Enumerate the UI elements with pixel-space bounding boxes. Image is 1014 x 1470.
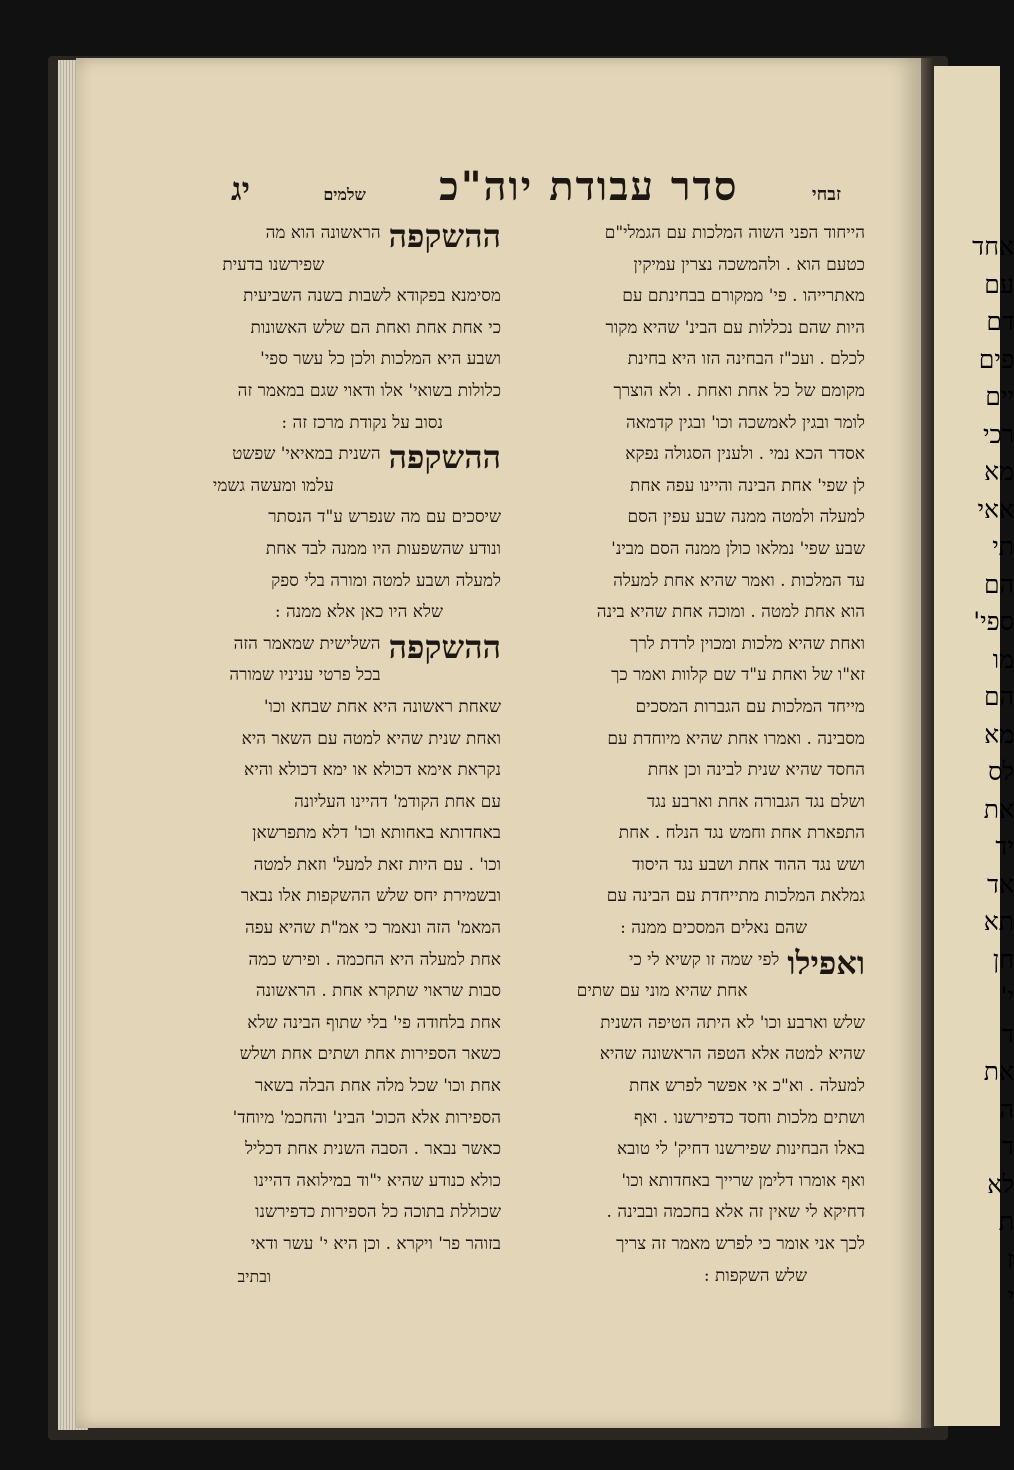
text-line: היות שהם נכללות עם הבינ' שהיא מקור <box>605 317 865 338</box>
heading-hashkafa-2 <box>166 439 501 502</box>
fragment-line: מו <box>992 644 1014 674</box>
text-line: ואף אומרו דלימן שרייך באחדותא וכו' <box>621 1170 865 1191</box>
text-line: כשאר הספירות אחת ושתים אחת ושלש <box>239 1044 501 1065</box>
fragment-line: חן <box>992 944 1014 974</box>
fragment-line: עם <box>984 269 1014 299</box>
fragment-line: י' <box>1000 982 1014 1011</box>
text-line: אחת בלחודה פי' בלי שתוף הבינה שלא <box>247 1012 501 1033</box>
fragment-line: ת <box>998 1207 1014 1236</box>
text-line: ונודע שהשפעות היו ממנה לבד אחת <box>265 538 501 559</box>
text-line: למעלה ושבע למטה ומורה בלי ספק <box>271 570 501 591</box>
text-line: כי אחת אחת ואחת הם שלש האשונות <box>250 317 501 338</box>
text-line: מאתרייהו . פי' ממקורם בבחינתם עם <box>622 286 865 307</box>
right-column-lines-after <box>545 1008 865 1292</box>
header-sub: שלמים <box>323 185 366 204</box>
text-line: שבע שפי' נמלאו כולן ממנה הסם מבינ' <box>611 538 865 559</box>
text-line: גמלאת המלכות מתייחדת עם הבינה עם <box>606 886 865 907</box>
fragment-line: את <box>983 1057 1014 1086</box>
text-line: אחת למעלה היא החכמה . ופירש כמה <box>248 949 501 970</box>
text-line: שהם נאלים המסכים ממנה : <box>620 918 807 939</box>
fragment-line: אחד <box>972 232 1014 261</box>
text-line: באלו הבחינות שפירשנו דחיק' לי טובא <box>616 1139 865 1160</box>
text-line: עם אחת הקודמ' דהיינו העליונה <box>294 791 501 812</box>
text-line: המאמ' הזה ונאמר כי אמ"ת שהיא עפה <box>244 918 501 939</box>
text-line: ובשמירת יחס שלש ההשקפות אלו נבאר <box>240 886 501 907</box>
heading-side <box>166 218 381 281</box>
text-line: שלא היו כאן אלא ממנה : <box>274 602 443 623</box>
heading-hashkafa-1 <box>166 218 501 281</box>
text-line: מייחד המלכות עם הגברות המסכים <box>635 696 865 717</box>
text-line: נקראת אימא דכולא או ימא דכולא והיא <box>244 760 501 781</box>
text-line: עלמו ומעשה גשמי <box>212 475 334 496</box>
text-line: מסבינה . ואמרו אחת שהיא מיוחדת עם <box>607 728 865 749</box>
text-line: שפירשנו בדעית <box>222 254 325 275</box>
next-page-text <box>934 66 1014 1316</box>
text-line: החסד שהיא שנית לבינה וכן אחת <box>647 760 865 781</box>
text-line: לכלם . ועכ"ז הבחינה הזו היא בחינת <box>627 349 865 370</box>
text-line: שהיא למטה אלא הטפה הראשונה שהיא <box>599 1044 865 1065</box>
right-column-lines <box>545 218 865 945</box>
left-column-lines-3 <box>166 692 501 1261</box>
next-page-fragment <box>934 66 1014 1426</box>
text-line: שאחת ראשונה היא אחת שבחא וכו' <box>263 696 501 717</box>
text-line: אסדר הכא נמי . ולענין הסגולה נפקא <box>625 444 865 465</box>
left-column-lines-2 <box>166 502 501 628</box>
fragment-line: ספי' <box>973 607 1014 636</box>
page <box>76 58 921 1428</box>
text-line: הייחוד הפני השוה המלכות עם הגמלי"ם <box>604 223 865 243</box>
heading-hashkafa-3 <box>166 629 501 692</box>
fragment-line: לס <box>988 757 1014 786</box>
fragment-line: יד <box>995 832 1014 861</box>
text-line: באחדותא באחותא וכו' דלא מתפרשאן <box>252 823 501 844</box>
text-line: וכו' . עם היות זאת למעל' וזאת למטה <box>253 854 501 875</box>
text-line: זא"ו של ואחת ע"ד שם קלוות ואמר כך <box>611 665 865 686</box>
fragment-line: הם <box>984 569 1014 599</box>
fragment-line: מא <box>984 457 1014 486</box>
text-line: בכל פרטי עניניו שמורה <box>229 665 381 686</box>
text-line: השלישית שמאמר הזה <box>233 633 381 654</box>
text-line: הספירות אלא הכוכ' הבינ' והחכמ' מיוחד' <box>232 1107 501 1128</box>
text-line: שכוללת בתוכה כל הספירות כדפירשנו <box>255 1202 501 1223</box>
text-line: אחת שהיא מוני עם שתים <box>576 981 748 1002</box>
text-line: שלש וארבע וכו' לא היתה הטיפה השנית <box>600 1012 865 1033</box>
fragment-line: אד <box>986 869 1014 899</box>
text-line: התפארת אחת וחמש נגד הנלח . אחת <box>618 823 865 844</box>
fragment-line: ה <box>999 1094 1014 1124</box>
header-section: זבחי <box>811 184 841 205</box>
fragment-line: דם <box>986 307 1014 336</box>
text-line: למעלה . וא"כ אי אפשר לפרש אחת <box>629 1076 865 1097</box>
text-line: נסוב על נקודת מרכז זה : <box>281 412 443 433</box>
header-title: סדר עבודת יוה"כ <box>439 163 739 210</box>
text-line: למעלה ולמטה ממנה שבע עפין הסם <box>627 507 865 528</box>
text-line: מקומם של כל אחת ואחת . ולא הוצרך <box>613 380 865 401</box>
heading-side <box>166 629 381 692</box>
heading-side <box>166 439 381 502</box>
text-line: ושלם נגד הגבורה אחת וארבע נגד <box>646 791 865 812</box>
fragment-line: רכי <box>982 419 1014 449</box>
text-line: כאשר נבאר . הסבה השנית אחת דכליל <box>244 1139 501 1160</box>
heading-word: ההשקפה <box>388 217 501 255</box>
text-line: כלולות בשואי' אלו ודאוי שגם במאמר זה <box>237 380 501 401</box>
fragment-line: לא <box>987 1169 1014 1199</box>
text-line: מסימנא בפקודא לשבות בשנה השביעית <box>243 286 501 307</box>
text-line: ואחת שהיא מלכות ומכוין לרדת לרך <box>630 633 865 654</box>
fragment-line: יים <box>985 382 1014 411</box>
text-line: שיסכים עם מה שנפרש ע"ד הנסתר <box>268 507 501 528</box>
text-line: כולא כנודע שהיא י"וד במילואה דהיינו <box>254 1170 501 1191</box>
text-line: לומר ובגין לאמשכה וכו' ובגין קדמאה <box>625 412 865 433</box>
text-line: סבות שראוי שתקרא אחת . הראשונה <box>255 981 501 1002</box>
fragment-line: ד <box>1001 1132 1014 1161</box>
text-line: ושבע היא המלכות ולכן כל עשר ספי' <box>260 349 501 370</box>
heading-ve-afilu <box>545 945 865 1008</box>
fragment-line: אאי <box>977 494 1014 524</box>
text-line: הוא אחת למטה . ומוכה אחת שהיא בינה <box>596 602 865 623</box>
heading-word: ההשקפה <box>388 627 501 666</box>
text-line: אחת וכו' שכל מלה אחת הבלה בשאר <box>255 1076 501 1097</box>
left-column-lines-1 <box>166 281 501 439</box>
fragment-line: פים <box>978 344 1014 374</box>
page-number: יג <box>231 170 250 208</box>
text-line: ואחת שנית שהיא למטה עם השאר היא <box>241 728 501 749</box>
right-column <box>545 218 865 1292</box>
heading-word: ואפילו <box>787 943 865 982</box>
text-line: ושתים מלכות וחסד כדפירשנו . ואף <box>633 1107 865 1128</box>
text-line: לן שפי' אחת הבינה והיינו עפה אחת <box>629 475 865 496</box>
text-line: עד המלכות . ואמר שהיא אחת למעלה <box>613 570 865 591</box>
fragment-line: י <box>1007 1282 1014 1311</box>
text-line: בזוהר פר' ויקרא . וכן היא י' עשר ודאי <box>250 1234 501 1254</box>
text-line: שלש השקפות : <box>703 1265 807 1286</box>
text-line: לכך אני אומר כי לפרש מאמר זה צריך <box>616 1234 865 1254</box>
text-line: ושש נגד ההוד אחת ושבע נגד היסוד <box>632 854 865 875</box>
left-column <box>166 218 501 1292</box>
fragment-line: ז <box>1007 1244 1014 1274</box>
text-line: כטעם הוא . ולהמשכה נצרין עמיקין <box>633 254 865 275</box>
text-line: לפי שמה זו קשיא לי כי <box>629 949 780 970</box>
fragment-line: את <box>983 794 1014 824</box>
heading-word: ההשקפה <box>388 438 501 477</box>
fragment-line: תא <box>983 907 1014 936</box>
text-line: דחיקא לי שאין זה אלא בחכמה ובבינה . <box>606 1202 865 1223</box>
heading-side <box>545 945 779 1008</box>
fragment-line: תי <box>992 532 1014 561</box>
fragment-line: מא <box>984 719 1014 749</box>
text-line: הראשונה הוא מה <box>265 223 381 243</box>
fragment-line: ד <box>1001 1019 1014 1049</box>
fragment-line: הם <box>984 682 1014 711</box>
text-line: השנית במאיאי' שפשט <box>232 444 381 465</box>
catchword: ובתיב <box>237 1266 271 1286</box>
running-header <box>231 163 841 223</box>
